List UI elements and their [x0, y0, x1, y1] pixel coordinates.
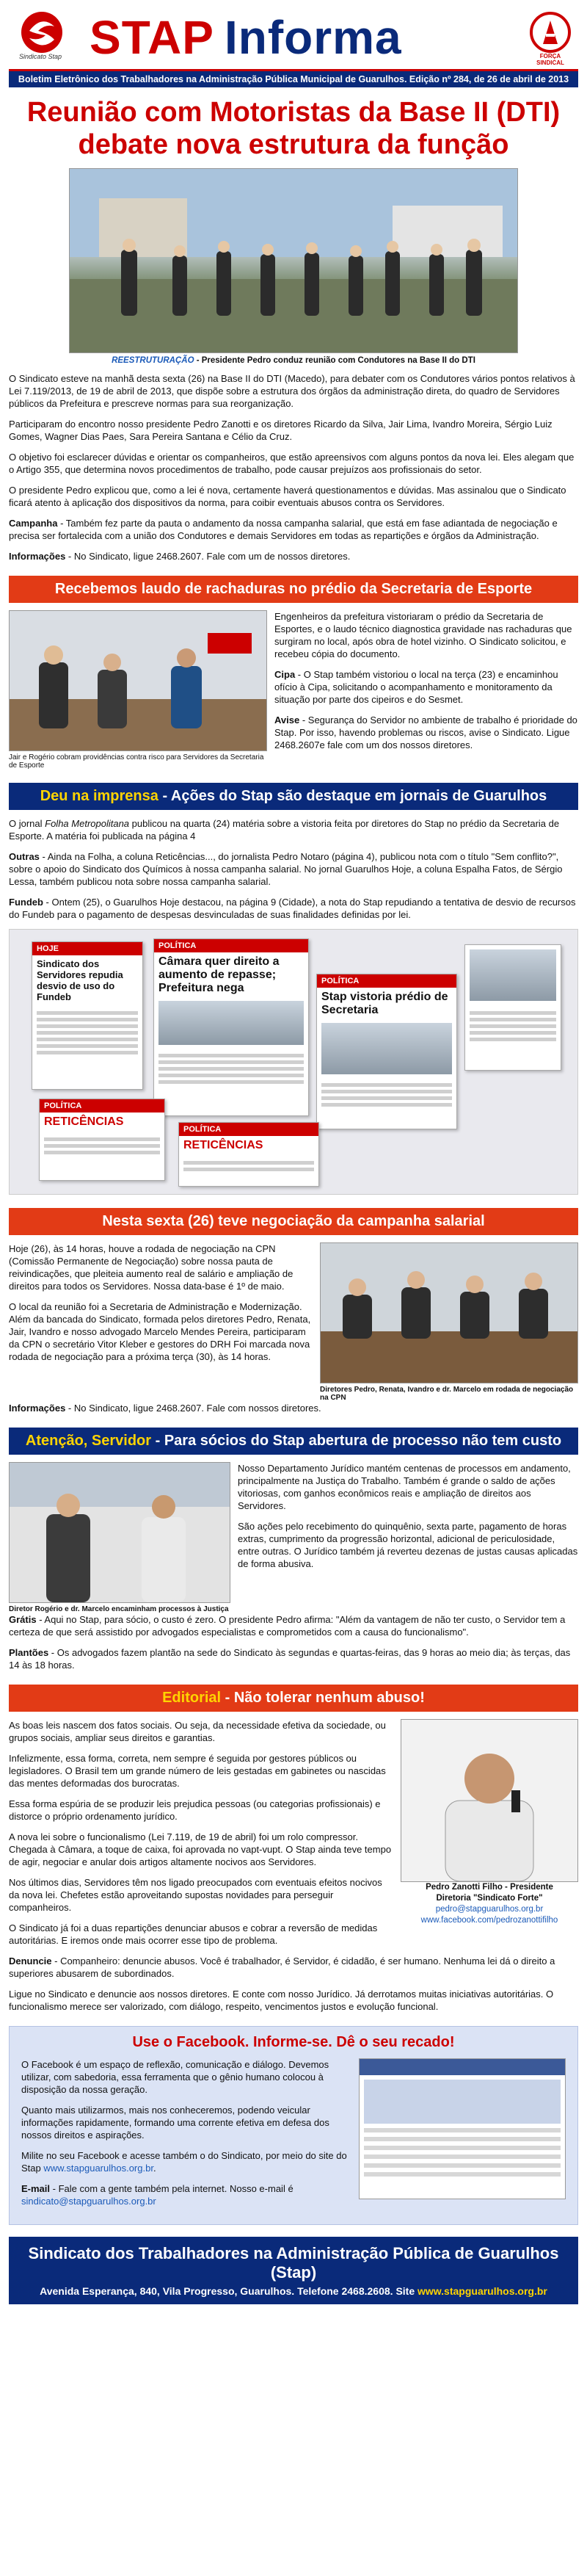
- clipping-masthead: POLÍTICA: [154, 939, 308, 952]
- negociacao-paragraph: Hoje (26), às 14 horas, houve a rodada de negociação na CPN (Comissão Permanente de Negociação) sobre nossa pauta de reivindicações, que pleiteia aumento real de salário e ampliação de direitos para todos os Servidores. Nossa data-base é 1º de maio.: [9, 1243, 294, 1292]
- clipping-title: RETICÊNCIAS: [44, 1115, 124, 1128]
- author-photo: [401, 1719, 578, 1882]
- clipping-title: RETICÊNCIAS: [183, 1139, 263, 1151]
- clipping-card: [153, 938, 309, 1116]
- clipping-masthead: POLÍTICA: [317, 974, 456, 988]
- clipping-card: [316, 974, 457, 1129]
- footer-address-text: Avenida Esperança, 840, Vila Progresso, Guarulhos. Telefone 2468.2608. Site: [40, 2285, 418, 2297]
- servidor-bar-highlight: Atenção, Servidor: [25, 1433, 152, 1449]
- fundeb-label: Fundeb: [9, 897, 43, 908]
- negociacao-text: [9, 1242, 313, 1402]
- avise-text: - Segurança do Servidor no ambiente de trabalho é prioridade do Stap. Por isso, havendo problemas ou riscos, avise o Sindicato. Ligue 2468.2607e fale com um dos nossos diretores.: [274, 714, 577, 750]
- editorial-text: [9, 1719, 393, 1955]
- editorial-bar-highlight: Editorial: [162, 1690, 222, 1706]
- editorial-paragraph: As boas leis nascem dos fatos sociais. Ou seja, da necessidade efetiva da sociedade, ou grupos sociais, ampliar seus direitos e garantias.: [9, 1720, 386, 1743]
- plantoes-text: - Os advogados fazem plantão na sede do Sindicato às segundas e quartas-feiras, das 9 horas ao meio dia; às terças, das 14 às 18 horas.: [9, 1647, 571, 1671]
- imprensa-p1-a: O jornal: [9, 818, 45, 829]
- author-photo-scene: [401, 1720, 577, 1881]
- editorial-paragraph: Essa forma espúria de se produzir leis prejudica pessoas (ou categorias profissionais) e distorce o próprio ordenamento jurídico.: [9, 1798, 381, 1822]
- clipping-card: [32, 941, 143, 1090]
- cipa-text: - O Stap também vistoriou o local na terça (23) e encaminhou ofício à Cipa, solicitando o acompanhamento e monitoramento da situação por parte dos cipeiros e do Sesmet.: [274, 669, 558, 705]
- facebook-row: [21, 2058, 566, 2215]
- brand-left: STAP: [90, 11, 214, 64]
- logo-caption: Sindicato Stap: [19, 53, 62, 60]
- lead-paragraph: O presidente Pedro explicou que, como a lei é nova, certamente haverá questionamentos e dúvidas. Mas assinalou que o Sindicato ficará atento à aplicação dos dispositivos da norma, para coibir eventuais abusos contra os Servidores.: [9, 485, 566, 508]
- imprensa-fundeb: [9, 896, 578, 921]
- info-text: - No Sindicato, ligue 2468.2607. Fale com um de nossos diretores.: [65, 551, 351, 562]
- masthead: [9, 6, 578, 71]
- clipping-title: Stap vistoria prédio de Secretaria: [321, 991, 448, 1016]
- email-label: E-mail: [21, 2183, 51, 2194]
- info-text: - No Sindicato, ligue 2468.2607. Fale com nossos diretores.: [65, 1403, 321, 1414]
- lead-photo-scene: [70, 169, 517, 352]
- laudo-section: [9, 610, 578, 770]
- footer-site-link[interactable]: www.stapguarulhos.org.br: [418, 2285, 547, 2297]
- email-text: - Fale com a gente também pela internet. Nosso e-mail é: [50, 2183, 294, 2194]
- negociacao-photo-caption: Diretores Pedro, Renata, Ivandro e dr. Marcelo em rodada de negociação na CPN: [320, 1386, 574, 1402]
- editorial-section-bar: [9, 1685, 578, 1712]
- lead-headline: [9, 96, 578, 161]
- imprensa-outras: [9, 850, 578, 888]
- clipping-masthead: HOJE: [32, 942, 142, 955]
- negociacao-section: [9, 1242, 578, 1402]
- facebook-email: [21, 2182, 350, 2207]
- campanha-text: - Também fez parte da pauta o andamento da nossa campanha salarial, que está em fase adiantada de negociação e precisa ser fortalecida com a união dos Condutores e demais Servidores em todas as repartições e órgãos da Administração.: [9, 518, 558, 541]
- imprensa-p1-b: publicou na quarta (24) matéria sobre a vistoria feita por diretores do Stap no prédio da Secretaria de Esporte. A matéria foi publicada na página 4: [9, 818, 560, 842]
- servidor-gratis: [9, 1613, 578, 1638]
- newsletter-page: [9, 0, 578, 2304]
- imprensa-bar-text: - Ações do Stap são destaque em jornais de Guarulhos: [158, 788, 547, 804]
- footer-address: [9, 2285, 578, 2297]
- outras-label: Outras: [9, 851, 40, 862]
- servidor-paragraph: Nosso Departamento Jurídico mantém centenas de processos em andamento, principalmente na Justiça do Trabalho. Também é grande o saldo de ações vitoriosas, com ganhos econômicos reais e ampliação de direitos aos Servidores.: [238, 1463, 571, 1511]
- author-facebook-link[interactable]: www.facebook.com/pedrozanottifilho: [420, 1916, 558, 1925]
- laudo-section-bar: Recebemos laudo de rachaduras no prédio da Secretaria de Esporte: [9, 576, 578, 603]
- clipping-title: Sindicato dos Servidores repudia desvio de uso do Fundeb: [37, 958, 123, 1002]
- sindicato-email-link[interactable]: sindicato@stapguarulhos.org.br: [21, 2196, 156, 2207]
- lead-headline-line-1: Reunião com Motoristas da Base II (DTI): [26, 97, 561, 128]
- brand-right: Informa: [224, 11, 402, 64]
- servidor-photo-scene: [10, 1463, 230, 1602]
- campanha-label: Campanha: [9, 518, 58, 529]
- author-signature: [401, 1882, 578, 1926]
- editorial-bar-text: - Não tolerar nenhum abuso!: [221, 1690, 425, 1706]
- badge-text: FORÇA SINDICAL: [536, 53, 564, 66]
- facebook-paragraph: O Facebook é um espaço de reflexão, comunicação e diálogo. Devemos utilizar, com sabedoria, essa ferramenta que o gênio humano colocou à disposição da nossa geração.: [21, 2059, 329, 2095]
- laudo-photo-caption: Jair e Rogério cobram providências contra risco para Servidores da Secretaria de Esporte: [9, 753, 264, 770]
- imprensa-bar-highlight: Deu na imprensa: [40, 788, 158, 804]
- clipping-masthead: POLÍTICA: [40, 1099, 164, 1112]
- editorial-paragraph: Nos últimos dias, Servidores têm nos ligado preocupados com eventuais efeitos nocivos da nova lei. Chefetes estão aproveitando supostas novidades para perseguir companheiros.: [9, 1877, 382, 1913]
- author-email-link[interactable]: pedro@stapguarulhos.org.br: [435, 1905, 544, 1914]
- denuncie-text: - Companheiro: denuncie abusos. Você é trabalhador, é Servidor, é cidadão, é ser humano. Nenhuma lei dá o direito a superiores abusarem de subordinados.: [9, 1955, 555, 1979]
- clipping-card: [464, 944, 561, 1071]
- cipa-label: Cipa: [274, 669, 296, 680]
- info-label: Informações: [9, 551, 66, 562]
- servidor-section-bar: [9, 1428, 578, 1455]
- editorial-paragraph: A nova lei sobre o funcionalismo (Lei 7.119, de 19 de abril) foi um rolo compressor. Chegada à Câmara, a toque de caixa, foi aprovada no vapt-vupt. O Stap ainda teve tempo de agir, negociar e anular dois artigos altamente nocivos aos Servidores.: [9, 1831, 392, 1867]
- lead-paragraph: O Sindicato esteve na manhã desta sexta (26) na Base II do DTI (Macedo), para debater com os Condutores vários pontos relativos à Lei 7.119/2013, de 19 de abril de 2013, que dispõe sobre a estrutura dos órgãos da administração direta, do quadro de Servidores públicos da Prefeitura e prescreve normas para sua reorganização.: [9, 373, 575, 409]
- laudo-photo: [9, 610, 267, 751]
- imprensa-paragraph: [9, 817, 578, 842]
- laudo-paragraph: Engenheiros da prefeitura vistoriaram o prédio da Secretaria de Esportes, e o laudo técnico diagnostica gravidade nas rachaduras que surgiram no local, após obra de hotel vizinho. O Sindicato solicitou, e recebeu cópia do documento.: [274, 611, 572, 659]
- facebook-title: Use o Facebook. Informe-se. Dê o seu recado!: [132, 2034, 455, 2050]
- clipping-masthead: POLÍTICA: [179, 1123, 318, 1136]
- editorial-author-block: [401, 1719, 578, 1955]
- servidor-bar-text: - Para sócios do Stap abertura de processo não tem custo: [151, 1433, 562, 1449]
- servidor-text: [238, 1462, 578, 1613]
- clipping-card: [178, 1122, 319, 1187]
- imprensa-section-bar: [9, 783, 578, 810]
- stap-site-link[interactable]: www.stapguarulhos.org.br: [43, 2163, 153, 2174]
- laudo-photo-block: [9, 610, 267, 770]
- lead-info: [9, 550, 578, 562]
- lead-caption-text: - Presidente Pedro conduz reunião com Condutores na Base II do DTI: [194, 356, 475, 365]
- servidor-paragraph: São ações pelo recebimento do quinquênio, sexta parte, pagamento de horas extras, cumprimento da progressão horizontal, adicional de periculosidade, entre outras. O Jurídico também já reverteu dezenas de justas causas aplicadas de forma abusiva.: [238, 1521, 578, 1569]
- fundeb-text: - Ontem (25), o Guarulhos Hoje destacou, na página 9 (Cidade), a nota do Stap repudiando a tentativa de desvio de recursos do Fundeb para o pagamento de despesas desvinculadas de suas finalidades definidas por lei.: [9, 897, 576, 920]
- info-label: Informações: [9, 1403, 66, 1414]
- negociacao-section-bar: Nesta sexta (26) teve negociação da campanha salarial: [9, 1208, 578, 1235]
- avise-label: Avise: [274, 714, 300, 726]
- lead-photo-caption: [9, 356, 578, 365]
- laudo-text: [274, 610, 578, 770]
- servidor-photo-caption: Diretor Rogério e dr. Marcelo encaminham processos à Justiça: [9, 1605, 229, 1613]
- forca-sindical-badge: [528, 7, 572, 66]
- clipping-title: Câmara quer direito a aumento de repasse; Prefeitura nega: [158, 955, 280, 994]
- servidor-plantoes: [9, 1646, 578, 1671]
- negociacao-photo-block: [320, 1242, 578, 1402]
- denuncie-label: Denuncie: [9, 1955, 52, 1967]
- footer-title: Sindicato dos Trabalhadores na Administração Pública de Guarulhos (Stap): [28, 2244, 559, 2282]
- laudo-avise: [274, 714, 578, 751]
- clipping-card: [39, 1099, 165, 1181]
- edition-subline: Boletim Eletrônico dos Trabalhadores na Administração Pública Municipal de Guarulhos. Edição nº 284, de 26 de abril de 2013: [9, 71, 578, 87]
- lead-caption-highlight: REESTRUTURAÇÃO: [112, 356, 194, 365]
- editorial-paragraph: Infelizmente, essa forma, correta, nem sempre é seguida por gestores públicos ou legisladores. O Brasil tem um grande número de leis gestadas em gabinetes ou nascidas das mentes deformadas dos burocratas.: [9, 1753, 386, 1789]
- imprensa-p1-newspaper: Folha Metropolitana: [45, 818, 130, 829]
- negociacao-info: [9, 1402, 578, 1414]
- author-role: Diretoria "Sindicato Forte": [436, 1894, 543, 1903]
- servidor-photo: [9, 1462, 230, 1603]
- facebook-paragraph: Quanto mais utilizarmos, mais nos conheceremos, podendo veicular informações rapidamente, formando uma corrente efetiva em defesa dos nossos direitos e aspirações.: [21, 2105, 329, 2141]
- facebook-p3-b: .: [153, 2163, 156, 2174]
- facebook-screenshot: [359, 2058, 566, 2199]
- plantoes-label: Plantões: [9, 1647, 49, 1658]
- negociacao-photo-scene: [321, 1243, 577, 1383]
- lead-paragraph: Participaram do encontro nosso presidente Pedro Zanotti e os diretores Ricardo da Silva, Jair Lima, Ivandro Moreira, Sérgio Luiz Gomes, Wagner Dias Paes, Sara Pereira Santana e Célio da Cruz.: [9, 419, 553, 442]
- brand-title: [90, 10, 402, 65]
- facebook-paragraph: [21, 2149, 350, 2174]
- gratis-label: Grátis: [9, 1614, 37, 1625]
- editorial-section: [9, 1719, 578, 1955]
- facebook-p3-a: Milite no seu Facebook e acesse também o do Sindicato, por meio do site do Stap: [21, 2150, 347, 2174]
- lead-photo: [69, 168, 518, 353]
- facebook-box: [9, 2026, 578, 2225]
- negociacao-photo: [320, 1242, 578, 1383]
- newspaper-clippings: [9, 929, 578, 1195]
- lead-campanha: [9, 517, 578, 542]
- laudo-cipa: [274, 668, 578, 706]
- editorial-closing: Ligue no Sindicato e denuncie aos nossos diretores. E conte com nosso Jurídico. Já derrotamos muitas iniciativas autoritárias. O funcionalismo merece ser valorizado, com diálogo, respeito, vencimentos justos e evolução funcional.: [9, 1989, 554, 2012]
- facebook-text: [21, 2058, 350, 2215]
- gratis-text: - Aqui no Stap, para sócio, o custo é zero. O presidente Pedro afirma: "Além da vantagem de não ter custo, o Servidor tem a certeza de que será assistido por advogados especialistas e comprometidos com a causa do funcionalismo".: [9, 1614, 566, 1638]
- outras-text: - Ainda na Folha, a coluna Reticências..., do jornalista Pedro Notaro (página 4), publicou nota com o título "Sem conflito?", sobre o apoio do Sindicato dos Químicos à nossa campanha salarial. No jornal Guarulhos Hoje, a coluna Espalha Fatos, de Sérgio Lessa, também publicou nota sobre nossa campanha salarial.: [9, 851, 563, 887]
- author-name: Pedro Zanotti Filho - Presidente: [426, 1883, 553, 1892]
- editorial-denuncie: [9, 1955, 578, 1980]
- servidor-section: [9, 1462, 578, 1613]
- negociacao-paragraph: O local da reunião foi a Secretaria de Administração e Modernização. Além da bancada do Sindicato, formada pelos diretores Pedro, Renata, Jair, Ivandro e nosso advogado Marcelo Mendes Pereira, participaram da CPN o secretário Vitor Kleber e gestores do DRH Foi marcada nova rodada de negociação para a próxima terça (30), às 14 horas.: [9, 1301, 311, 1362]
- lead-paragraph: O objetivo foi esclarecer dúvidas e orientar os companheiros, que estão apreensivos com alguns pontos da nova lei. Eles alegam que o Artigo 355, que determina novos procedimentos de trabalho, pode causar prejuízos aos profissionais do setor.: [9, 452, 575, 475]
- footer: [9, 2237, 578, 2304]
- servidor-photo-block: [9, 1462, 230, 1613]
- lead-headline-line-2: debate nova estrutura da função: [78, 129, 509, 160]
- editorial-paragraph: O Sindicato já foi a duas repartições denunciar abusos e cobrar a reversão de medidas autoritárias. E iremos onde mais ocorrer esse tipo de problema.: [9, 1922, 378, 1946]
- laudo-photo-scene: [10, 611, 266, 750]
